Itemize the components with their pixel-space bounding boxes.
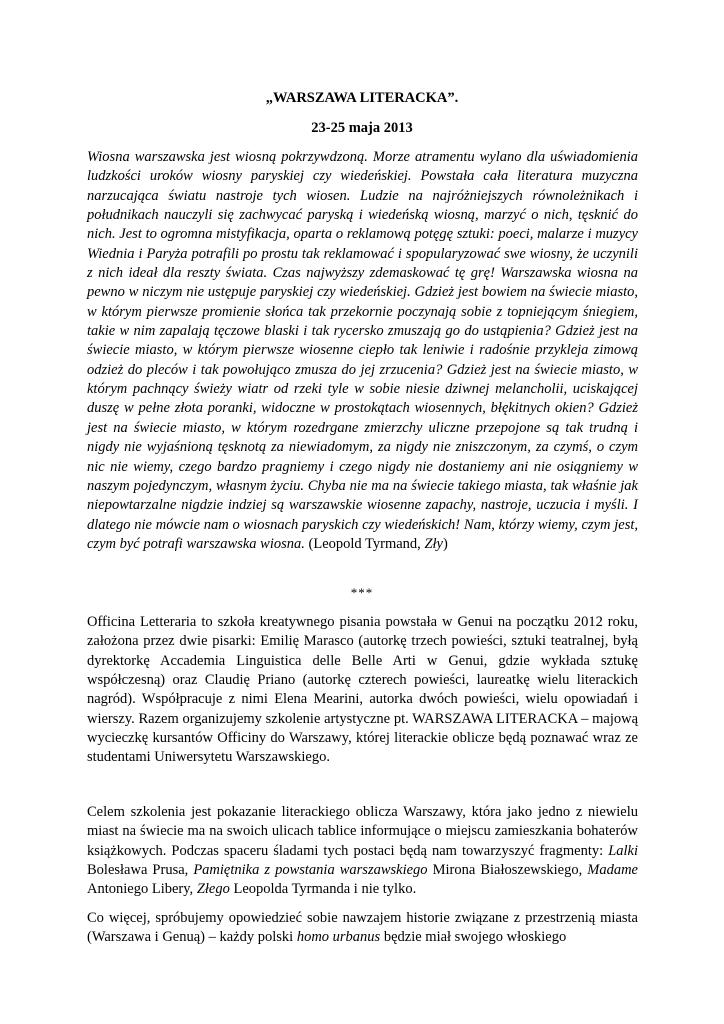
goal-intro: Celem szkolenia jest pokazanie literackiego oblicza Warszawy, która jako jedno z niewielu miast na świecie ma na swoich ulicach tablice informujące o miejscu zamieszkania bohaterów książkowych. Podczas spaceru śladami tych postaci będą nam towarzyszyć fragmenty: — [87, 804, 638, 859]
quote-attribution-title: Zły — [424, 535, 443, 552]
homo-urbanus-term: homo urbanus — [296, 929, 381, 946]
stories-rest: będzie miał swojego włoskiego — [380, 929, 567, 946]
section-separator: *** — [350, 585, 374, 600]
book-title-madame: Madame — [587, 862, 638, 879]
author-libera: Antoniego Libery, — [87, 881, 197, 898]
document-title: „WARSZAWA LITERACKA”. — [265, 90, 459, 106]
book-title-lalka: Lalki — [608, 842, 638, 859]
event-date: 23-25 maja 2013 — [311, 120, 413, 136]
quote-attribution-prefix: (Leopold Tyrmand, — [304, 535, 425, 552]
tyrmand-quote — [87, 148, 638, 554]
paragraph-stories — [87, 909, 638, 948]
author-tyrmand: Leopolda Tyrmanda i nie tylko. — [229, 881, 417, 898]
book-title-zly: Złego — [196, 881, 230, 898]
author-bialoszewski: Mirona Białoszewskiego, — [427, 862, 588, 879]
author-prus: Bolesława Prusa, — [87, 862, 194, 879]
quote-text: Wiosna warszawska jest wiosną pokrzywdzoną. Morze atramentu wylano dla uświadomienia ludzkości uroków wiosny paryskiej czy wiedeńskiej. Powstała cała literatura muzyczna narzucająca światu nastroje tych wiosen. Ludzie na najróżniejszych równoleżnikach i południkach nauczyli się zachwycać paryską i wiedeńską wiosną, marzyć o nich, tęsknić do nich. Jest to ogromna mistyfikacja, oparta o reklamową potęgę sztuki: poeci, malarze i muzycy Wiednia i Paryża potrafili po prostu tak reklamować i spopularyzować swe wiosny, że uczynili z nich ideał dla reszty świata. Czas najwyższy zdemaskować tę grę! Warszawska wiosna na pewno w niczym nie ustępuje paryskiej czy wiedeńskiej. Gdzież jest bowiem na świecie miasto, w którym pierwsze promienie słońca tak przekornie poczynają sobie z topniejącym śniegiem, takie w nim zapalają tęczowe blaski i tak rycersko zmuszają go do ustąpienia? Gdzież jest na świecie miasto, w którym pierwsze wiosenne ciepło tak leniwie i radośnie przykleja zimową odzież do pleców i tak powołująco zmusza do jej zrzucenia? Gdzież jest na świecie miasto, w którym pachnący świeży wiatr od rzeki tyle w sobie niesie dziwnej melancholii, uciskającej duszę w pełne złota poranki, widoczne w prostokątach wiosennych, błękitnych okien? Gdzież jest na świecie miasto, w którym rozedrgane zmierzchy uliczne przepojone są tak trudną i nigdy nie wyjaśnioną tęsknotą za niewiadomym, za nigdy nie zniszczonym, za czymś, o czym nic nie wiemy, czego bardzo pragniemy i czego nigdy nie dostaniemy ani nie osiągniemy w naszym pojedynczym, własnym życiu. Chyba nie ma na świecie takiego miasta, tak właśnie jak niepowtarzalne nigdzie indziej są warszawskie wiosenne zapachy, nastroje, uczucia i myśli. I dlatego nie mówcie nam o wiosnach paryskich czy wiedeńskich! Nam, którzy wiemy, czym jest, czym być potrafi warszawska wiosna. — [87, 149, 638, 552]
book-title-pamietnik: Pamiętnika z powstania warszawskiego — [193, 862, 428, 879]
quote-attribution-suffix: ) — [442, 535, 448, 552]
paragraph-goal — [87, 803, 638, 900]
stories-intro: Co więcej, spróbujemy opowiedzieć sobie nawzajem historie związane z przestrzenią miasta (Warszawa i Genuą) – każdy polski — [87, 910, 638, 946]
paragraph-officina: Officina Letteraria to szkoła kreatywnego pisania powstała w Genui na początku 2012 roku, założona przez dwie pisarki: Emilię Marasco (autorkę trzech powieści, sztuki teatralnej, byłą dyrektorkę Accademia Linguistica delle Belle Arti w Genui, gdzie wykłada sztukę współczesną) oraz Claudię Priano (autorkę czterech powieści, laureatkę wielu literackich nagród). Współpracuje z nimi Elena Mearini, autorka dwóch powieści, wielu opowiadań i wierszy. Razem organizujemy szkolenie artystyczne pt. WARSZAWA LITERACKA – majową wycieczkę kursantów Officiny do Warszawy, której literackie oblicze będą poznawać wraz ze studentami Uniwersytetu Warszawskiego. — [87, 614, 638, 766]
